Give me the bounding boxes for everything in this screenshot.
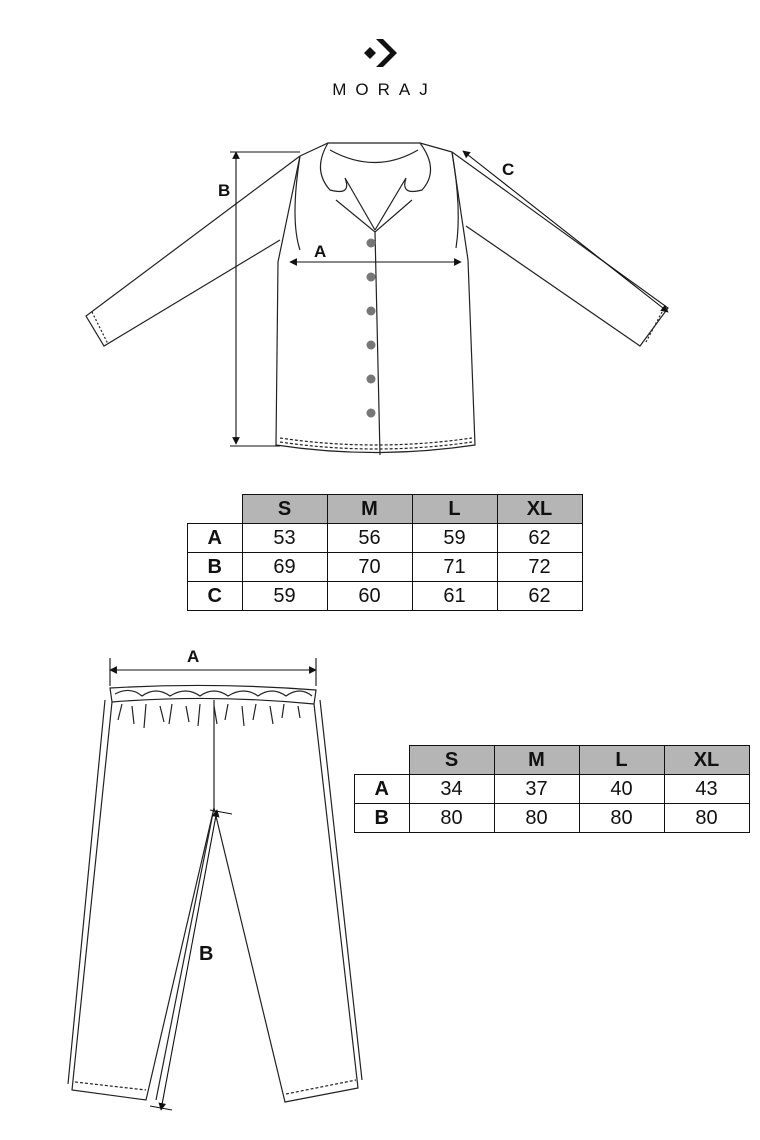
shirt-label-a: A [314,242,327,261]
size-header: S [242,495,327,524]
table-cell: 34 [409,775,494,804]
table-cell: 37 [494,775,579,804]
shirt-button [367,239,376,248]
table-cell: 70 [327,553,412,582]
shirt-button [367,409,376,418]
size-header: M [327,495,412,524]
table-cell: 72 [497,553,582,582]
table-cell: 60 [327,582,412,611]
shirt-buttons [367,239,376,418]
table-cell: 71 [412,553,497,582]
pants-size-table [354,745,750,833]
table-cell: 80 [409,804,494,833]
table-row [355,804,750,833]
table-row [188,553,583,582]
table-cell: 59 [242,582,327,611]
table-cell: 61 [412,582,497,611]
table-cell: 80 [579,804,664,833]
row-label: A [188,524,243,553]
shirt-button [367,341,376,350]
table-cell: 80 [664,804,749,833]
pants-label-b: B [199,943,214,965]
row-label: A [355,775,410,804]
size-header: L [579,746,664,775]
size-header: S [409,746,494,775]
row-label: B [355,804,410,833]
shirt-button [367,307,376,316]
table-row [355,775,750,804]
shirt-button [367,375,376,384]
table-cell: 69 [242,553,327,582]
shirt-label-b: B [218,181,231,200]
table-row [188,524,583,553]
shirt-measure-c [463,151,668,312]
row-label: B [188,553,243,582]
shirt-size-table [187,494,583,611]
table-cell: 80 [494,804,579,833]
brand-name: MORAJ [332,80,437,99]
size-header: M [494,746,579,775]
pants-drawing [68,685,362,1102]
table-cell: 56 [327,524,412,553]
pants-label-a: A [187,647,200,666]
shirt-label-c: C [502,160,515,179]
shirt-drawing [86,143,668,455]
size-header: XL [497,495,582,524]
table-cell: 62 [497,524,582,553]
shirt-button [367,273,376,282]
table-cell: 43 [664,775,749,804]
table-cell: 53 [242,524,327,553]
table-row [188,582,583,611]
row-label: C [188,582,243,611]
size-header: L [412,495,497,524]
table-cell: 40 [579,775,664,804]
table-cell: 59 [412,524,497,553]
table-cell: 62 [497,582,582,611]
pants-measurements [110,658,316,1110]
size-header: XL [664,746,749,775]
